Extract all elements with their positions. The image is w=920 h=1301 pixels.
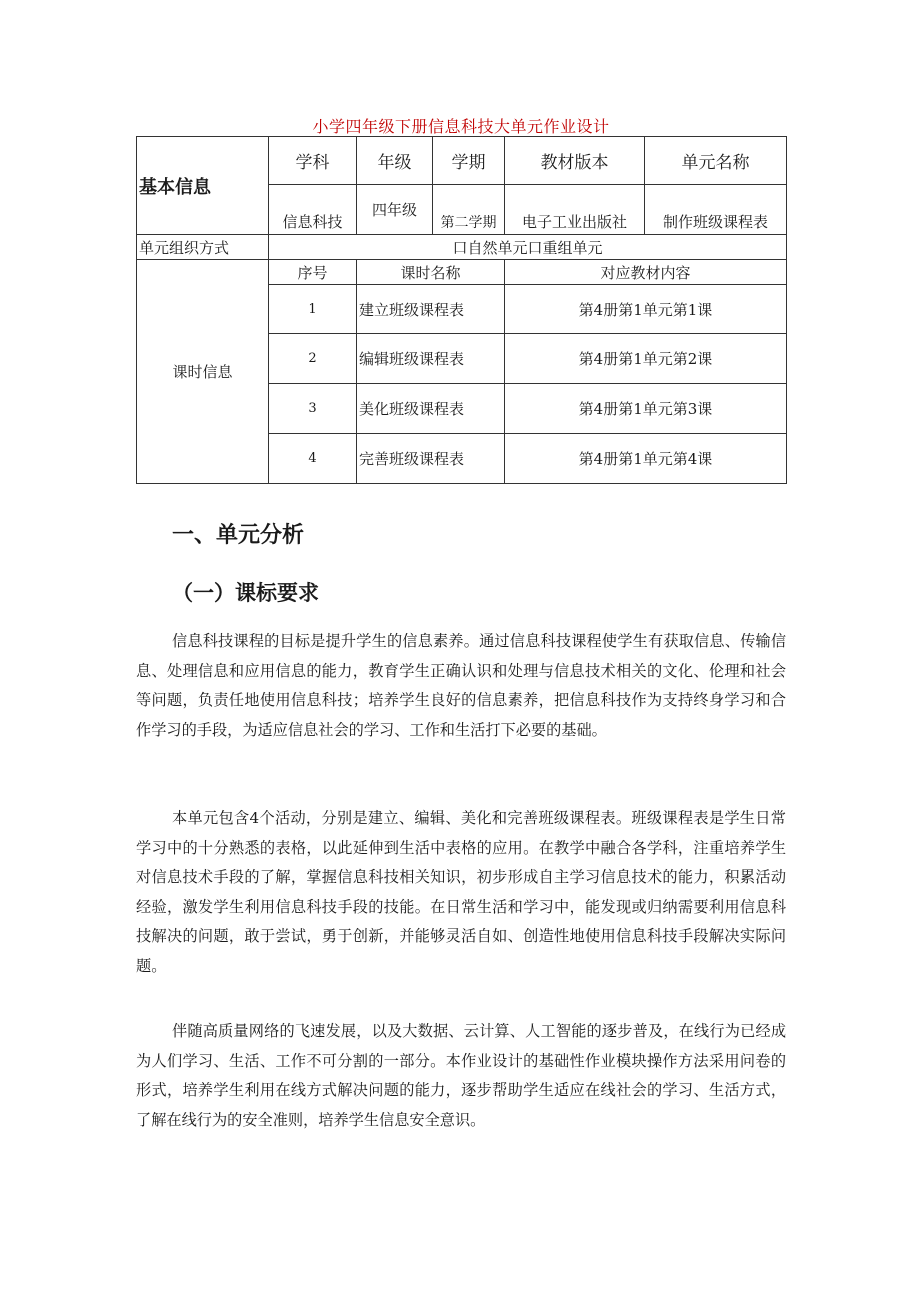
lesson-content: 第4册第1单元第1课 [505, 285, 787, 334]
lesson-no: 4 [269, 434, 357, 484]
org-value: 口自然单元口重组单元 [269, 235, 787, 260]
lesson-header-no: 序号 [269, 260, 357, 285]
lesson-info-label: 课时信息 [137, 260, 269, 484]
lesson-no: 3 [269, 384, 357, 434]
lesson-content: 第4册第1单元第2课 [505, 334, 787, 384]
lesson-header-content: 对应教材内容 [505, 260, 787, 285]
header-row [137, 137, 787, 185]
lesson-content: 第4册第1单元第3课 [505, 384, 787, 434]
lesson-name: 建立班级课程表 [357, 285, 505, 334]
section-heading: 一、单元分析 [172, 523, 305, 548]
header-grade: 年级 [357, 137, 433, 185]
document-title: 小学四年级下册信息科技大单元作业设计 [312, 117, 610, 136]
lesson-name: 美化班级课程表 [357, 384, 505, 434]
basic-info-label: 基本信息 [137, 137, 269, 235]
lesson-name: 编辑班级课程表 [357, 334, 505, 384]
value-unit-name: 制作班级课程表 [645, 185, 787, 235]
lesson-name: 完善班级课程表 [357, 434, 505, 484]
paragraph: 伴随高质量网络的飞速发展，以及大数据、云计算、人工智能的逐步普及，在线行为已经成为人们学习、生活、工作不可分割的一部分。本作业设计的基础性作业模块操作方法采用问卷的形式，培养学生利用在线方式解决问题的能力，逐步帮助学生适应在线社会的学习、生活方式，了解在线行为的安全准则，培养学生信息安全意识。 [136, 1022, 786, 1129]
value-term: 第二学期 [433, 185, 505, 235]
org-label: 单元组织方式 [137, 235, 269, 260]
header-unit-name: 单元名称 [645, 137, 787, 185]
org-row [137, 235, 787, 260]
header-subject: 学科 [269, 137, 357, 185]
paragraph: 本单元包含4个活动，分别是建立、编辑、美化和完善班级课程表。班级课程表是学生日常学习中的十分熟悉的表格，以此延伸到生活中表格的应用。在教学中融合各学科，注重培养学生对信息技术手段的了解，掌握信息科技相关知识，初步形成自主学习信息技术的能力，积累活动经验，激发学生利用信息科技手段的技能。在日常生活和学习中，能发现或归纳需要利用信息科技解决的问题，敢于尝试，勇于创新，并能够灵活自如、创造性地使用信息科技手段解决实际问题。 [136, 809, 786, 975]
paragraph: 信息科技课程的目标是提升学生的信息素养。通过信息科技课程使学生有获取信息、传输信息、处理信息和应用信息的能力，教育学生正确认识和处理与信息技术相关的文化、伦理和社会等问题，负责任地使用信息科技；培养学生良好的信息素养，把信息科技作为支持终身学习和合作学习的手段，为适应信息社会的学习、工作和生活打下必要的基础。 [136, 632, 786, 739]
value-subject: 信息科技 [269, 185, 357, 235]
lesson-header-name: 课时名称 [357, 260, 505, 285]
subsection-heading: （一）课标要求 [172, 581, 319, 605]
value-grade: 四年级 [357, 185, 433, 235]
basic-info-table [136, 136, 787, 484]
lesson-no: 2 [269, 334, 357, 384]
value-textbook: 电子工业出版社 [505, 185, 645, 235]
lesson-no: 1 [269, 285, 357, 334]
header-textbook: 教材版本 [505, 137, 645, 185]
header-term: 学期 [433, 137, 505, 185]
lesson-header-row [137, 260, 787, 285]
lesson-content: 第4册第1单元第4课 [505, 434, 787, 484]
